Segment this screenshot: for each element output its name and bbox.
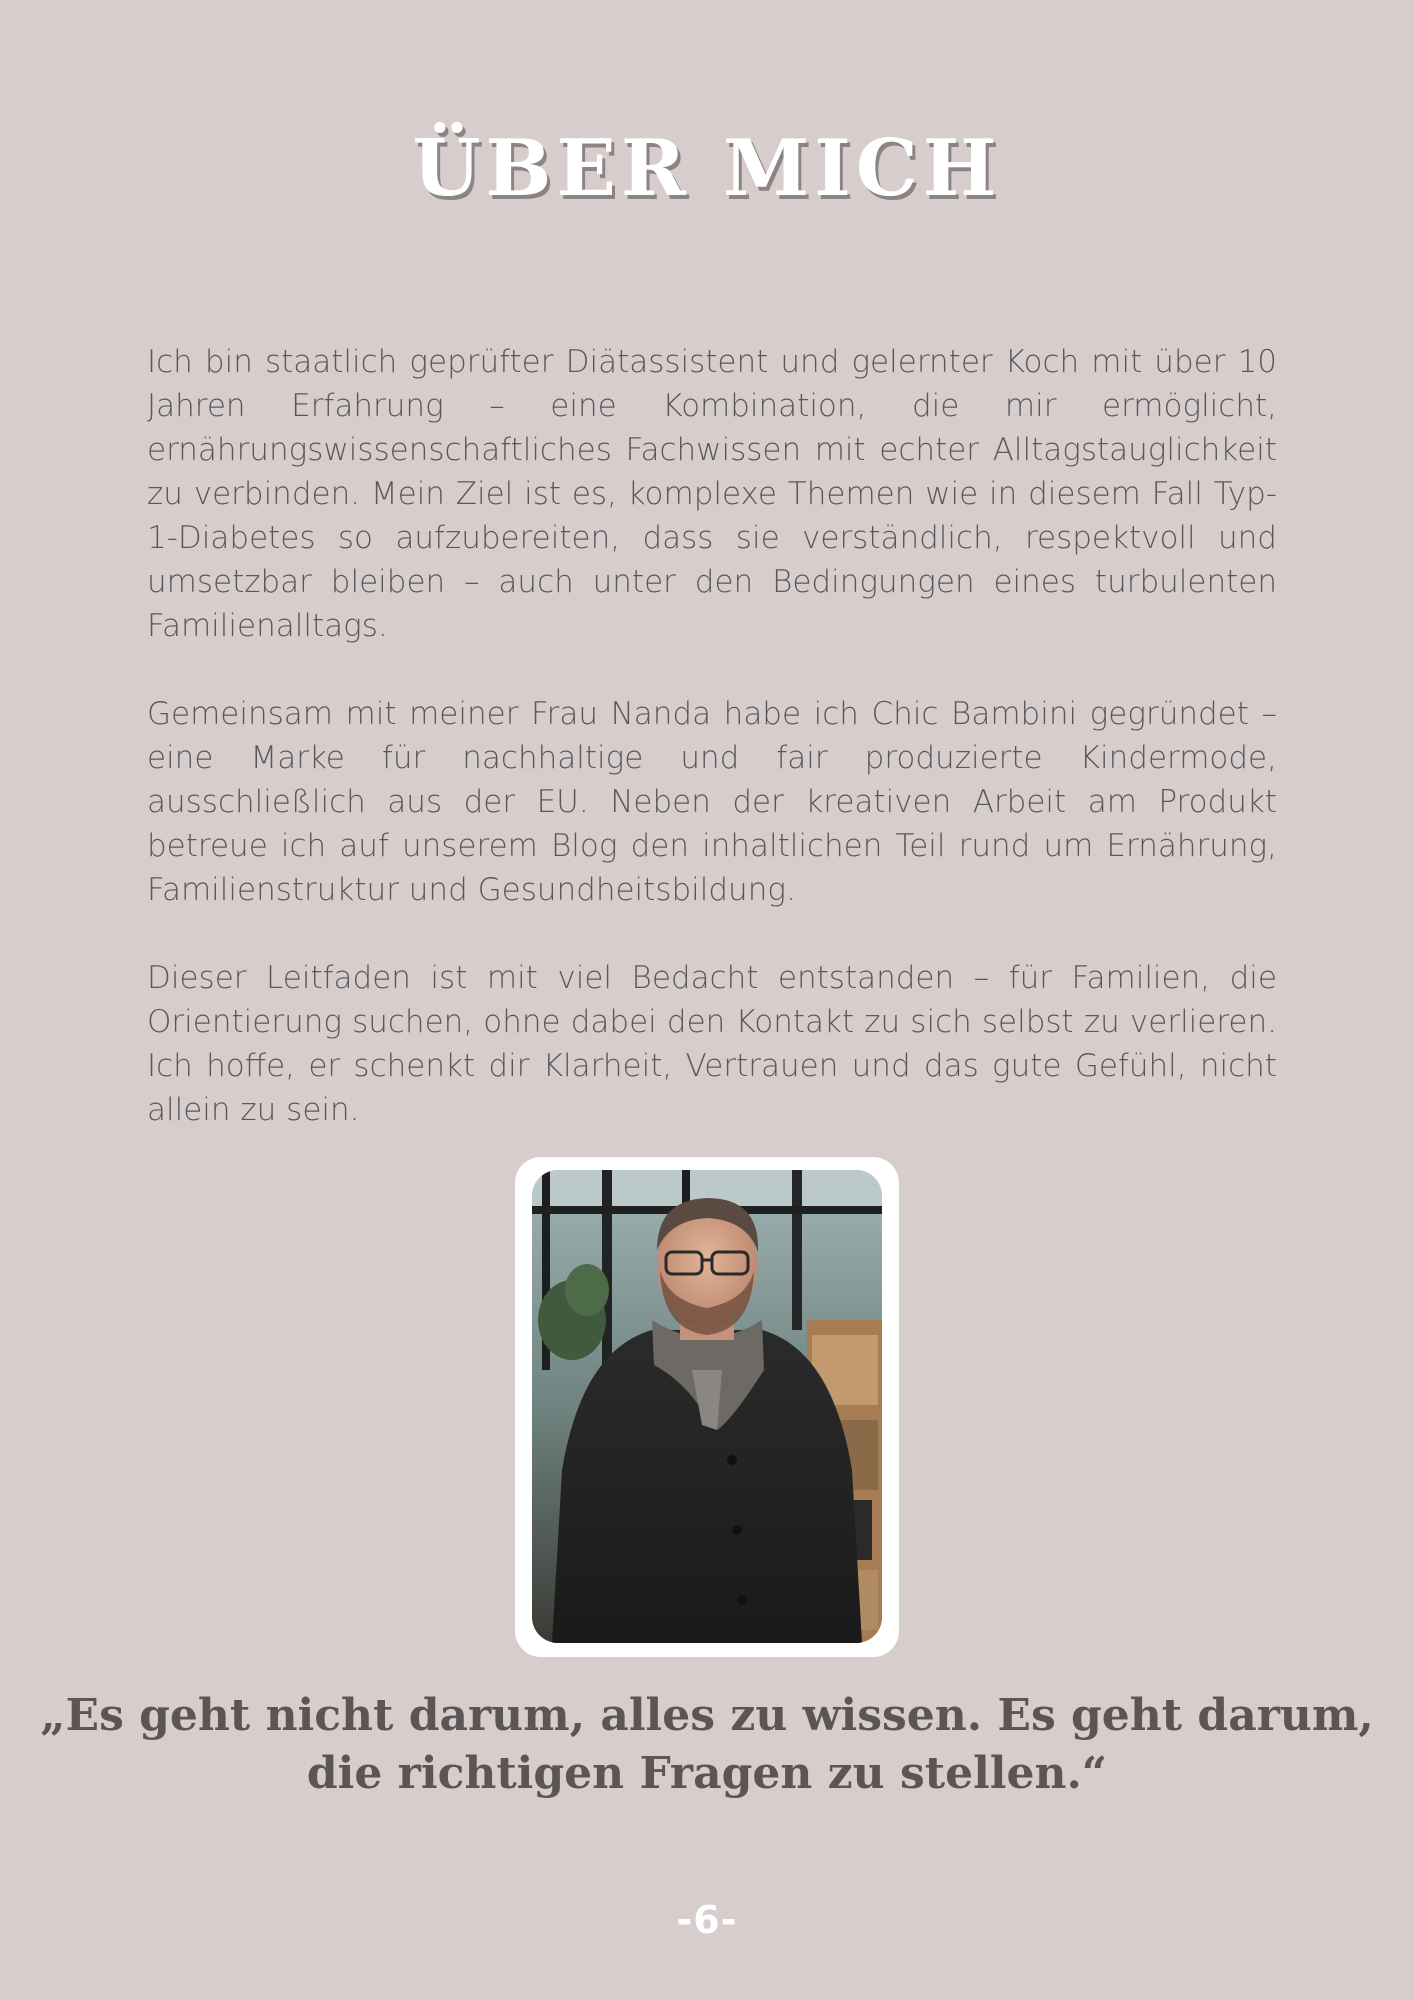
about-text <box>147 340 1277 1176</box>
quote-line-2: die richtigen Fragen zu stellen.“ <box>306 1748 1108 1799</box>
paragraph-intro: Ich bin staatlich geprüfter Diätassistent und gelernter Koch mit über 10 Jahren Erfahrung – eine Kombination, die mir ermöglicht, ernährungswissenschaftliches Fachwissen mit echter Alltagstauglichkeit zu verbinden. Mein Ziel ist es, komplexe Themen wie in diesem Fall Typ-1-Diabetes so aufzubereiten, dass sie verständlich, respektvoll und umsetzbar bleiben – auch unter den Bedingungen eines turbulenten Familienalltags. <box>147 344 1277 644</box>
quote <box>0 1687 1414 1803</box>
portrait-frame <box>515 1157 899 1657</box>
page-title: ÜBER MICH <box>412 123 1002 214</box>
portrait-photo <box>532 1170 882 1643</box>
page-number: -6- <box>676 1898 738 1942</box>
paragraph-chic-bambini: Gemeinsam mit meiner Frau Nanda habe ich Chic Bambini gegründet – eine Marke für nachhaltige und fair produzierte Kindermode, ausschließlich aus der EU. Neben der kreativen Arbeit am Produkt betreue ich auf unserem Blog den inhaltlichen Teil rund um Ernährung, Familienstruktur und Gesundheitsbildung. <box>147 696 1277 908</box>
paragraph-guide: Dieser Leitfaden ist mit viel Bedacht entstanden – für Familien, die Orientierung suchen, ohne dabei den Kontakt zu sich selbst zu verlieren. Ich hoffe, er schenkt dir Klarheit, Vertrauen und das gute Gefühl, nicht allein zu sein. <box>147 960 1277 1128</box>
quote-line-1: „Es geht nicht darum, alles zu wissen. Es geht darum, <box>40 1690 1374 1741</box>
portrait-illustration <box>532 1170 882 1643</box>
